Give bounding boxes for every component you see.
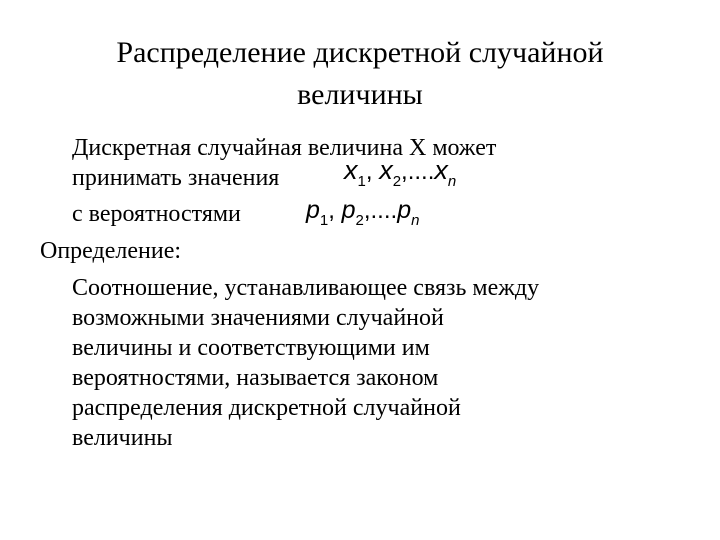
values-formula	[344, 155, 456, 190]
intro-line-3: с вероятностями	[72, 201, 241, 227]
formula-p-sub-2: 2	[355, 212, 364, 229]
formula-p-var-n: p	[397, 196, 412, 224]
slide-title-line-1: Распределение дискретной случайной	[116, 36, 604, 69]
slide-title-line-2: величины	[297, 78, 423, 111]
formula-p-sep-1: ,	[328, 197, 342, 224]
formula-x-sep-1: ,	[365, 158, 380, 185]
formula-x-sub-1: 1	[357, 173, 366, 190]
definition-line-5: распределения дискретной случайной	[72, 395, 461, 421]
slide-title	[0, 32, 720, 116]
definition-line-6: величины	[72, 425, 173, 451]
formula-x-var-2: x	[379, 155, 393, 185]
formula-x-var: x	[344, 155, 358, 185]
formula-x-var-n: x	[434, 155, 448, 185]
formula-p-var-2: p	[341, 196, 356, 224]
definition-line-1: Соотношение, устанавливающее связь между	[72, 275, 540, 301]
definition-line-3: величины и соответствующими им	[72, 335, 430, 361]
formula-p-sub-1: 1	[319, 212, 329, 229]
definition-line-2: возможными значениями случайной	[72, 305, 444, 331]
intro-line-2: принимать значения	[72, 165, 280, 191]
formula-x-sub-2: 2	[392, 173, 402, 190]
formula-p-var: p	[306, 196, 320, 224]
probabilities-formula	[306, 196, 419, 229]
intro-line-1: Дискретная случайная величина Х может	[72, 135, 497, 161]
formula-p-sub-n: n	[411, 212, 420, 229]
formula-x-sep-2: ,....	[401, 158, 435, 185]
definition-label: Определение:	[40, 238, 182, 264]
definition-line-4: вероятностями, называется законом	[72, 365, 439, 391]
formula-p-sep-2: ,....	[363, 197, 398, 224]
formula-x-sub-n: n	[447, 173, 457, 190]
